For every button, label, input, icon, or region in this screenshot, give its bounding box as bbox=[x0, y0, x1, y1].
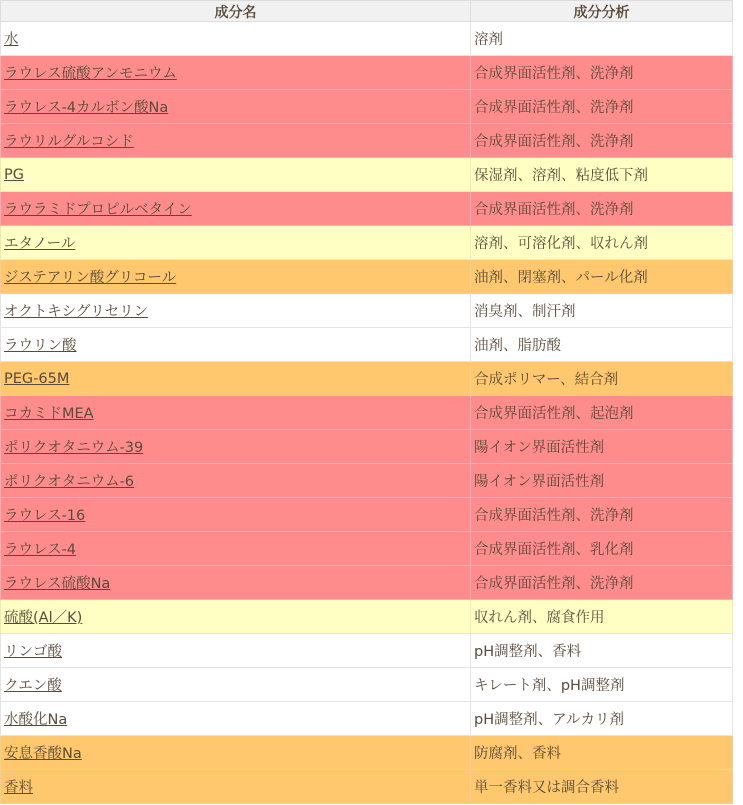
ingredient-link[interactable]: オクトキシグリセリン bbox=[4, 304, 149, 320]
ingredient-name-cell bbox=[1, 702, 471, 736]
ingredient-name-cell bbox=[1, 770, 471, 804]
table-row bbox=[1, 260, 733, 294]
ingredient-name-cell bbox=[1, 90, 471, 124]
ingredient-link[interactable]: 水 bbox=[4, 32, 19, 48]
table-row bbox=[1, 600, 733, 634]
ingredient-name-cell bbox=[1, 56, 471, 90]
ingredient-analysis-cell: 合成ポリマー、結合剤 bbox=[471, 362, 733, 396]
table-row bbox=[1, 498, 733, 532]
table-row bbox=[1, 22, 733, 56]
table-row bbox=[1, 56, 733, 90]
ingredient-link[interactable]: クエン酸 bbox=[4, 678, 62, 694]
ingredient-name-cell bbox=[1, 22, 471, 56]
ingredient-name-cell bbox=[1, 566, 471, 600]
ingredient-analysis-cell: 陽イオン界面活性剤 bbox=[471, 464, 733, 498]
ingredient-name-cell bbox=[1, 668, 471, 702]
ingredient-analysis-cell: 合成界面活性剤、洗浄剤 bbox=[471, 124, 733, 158]
ingredient-analysis-cell: pH調整剤、アルカリ剤 bbox=[471, 702, 733, 736]
ingredient-link[interactable]: エタノール bbox=[4, 236, 76, 252]
ingredient-link[interactable]: コカミドMEA bbox=[4, 406, 94, 422]
ingredient-analysis-cell: 合成界面活性剤、洗浄剤 bbox=[471, 192, 733, 226]
ingredient-link[interactable]: 香料 bbox=[4, 780, 33, 796]
table-row bbox=[1, 158, 733, 192]
ingredient-name-cell bbox=[1, 158, 471, 192]
ingredient-link[interactable]: ジステアリン酸グリコール bbox=[4, 270, 177, 286]
ingredient-analysis-cell: 合成界面活性剤、乳化剤 bbox=[471, 532, 733, 566]
ingredient-link[interactable]: リンゴ酸 bbox=[4, 644, 62, 660]
ingredient-analysis-cell: 合成界面活性剤、洗浄剤 bbox=[471, 498, 733, 532]
ingredient-name-cell bbox=[1, 532, 471, 566]
ingredient-analysis-cell: 合成界面活性剤、洗浄剤 bbox=[471, 56, 733, 90]
table-row bbox=[1, 566, 733, 600]
ingredient-name-cell bbox=[1, 498, 471, 532]
ingredient-link[interactable]: 水酸化Na bbox=[4, 712, 68, 728]
table-row bbox=[1, 464, 733, 498]
table-row bbox=[1, 396, 733, 430]
table-row bbox=[1, 124, 733, 158]
ingredient-analysis-cell: pH調整剤、香料 bbox=[471, 634, 733, 668]
table-row bbox=[1, 702, 733, 736]
ingredient-analysis-cell: 溶剤 bbox=[471, 22, 733, 56]
table-row bbox=[1, 532, 733, 566]
ingredient-analysis-cell: 消臭剤、制汗剤 bbox=[471, 294, 733, 328]
ingredient-name-cell bbox=[1, 634, 471, 668]
ingredient-name-cell bbox=[1, 362, 471, 396]
ingredient-link[interactable]: ラウリルグルコシド bbox=[4, 134, 134, 150]
table-row bbox=[1, 668, 733, 702]
ingredient-link[interactable]: ラウラミドプロピルベタイン bbox=[4, 202, 192, 218]
ingredient-name-cell bbox=[1, 124, 471, 158]
column-header-name: 成分名 bbox=[1, 1, 471, 22]
ingredient-name-cell bbox=[1, 736, 471, 770]
ingredient-link[interactable]: 硫酸(Al／K) bbox=[4, 610, 83, 626]
ingredient-link[interactable]: ラウレス-16 bbox=[4, 508, 86, 524]
ingredient-name-cell bbox=[1, 464, 471, 498]
ingredient-analysis-cell: 合成界面活性剤、洗浄剤 bbox=[471, 90, 733, 124]
ingredient-name-cell bbox=[1, 294, 471, 328]
ingredient-analysis-cell: 収れん剤、腐食作用 bbox=[471, 600, 733, 634]
table-row bbox=[1, 328, 733, 362]
ingredient-analysis-cell: 合成界面活性剤、起泡剤 bbox=[471, 396, 733, 430]
ingredient-name-cell bbox=[1, 192, 471, 226]
ingredient-analysis-cell: キレート剤、pH調整剤 bbox=[471, 668, 733, 702]
ingredient-link[interactable]: PG bbox=[4, 166, 24, 183]
ingredient-analysis-cell: 油剤、閉塞剤、パール化剤 bbox=[471, 260, 733, 294]
ingredient-link[interactable]: ポリクオタニウム-39 bbox=[4, 440, 144, 456]
ingredient-link[interactable]: ラウレス硫酸アンモニウム bbox=[4, 66, 177, 82]
ingredient-analysis-cell: 保湿剤、溶剤、粘度低下剤 bbox=[471, 158, 733, 192]
table-row bbox=[1, 430, 733, 464]
ingredient-link[interactable]: ラウレス-4カルボン酸Na bbox=[4, 100, 169, 116]
ingredient-analysis-cell: 単一香料又は調合香料 bbox=[471, 770, 733, 804]
ingredient-name-cell bbox=[1, 396, 471, 430]
ingredient-link[interactable]: ポリクオタニウム-6 bbox=[4, 474, 135, 490]
ingredient-name-cell bbox=[1, 328, 471, 362]
ingredient-analysis-cell: 合成界面活性剤、洗浄剤 bbox=[471, 566, 733, 600]
column-header-analysis: 成分分析 bbox=[471, 1, 733, 22]
table-row bbox=[1, 770, 733, 804]
table-row bbox=[1, 634, 733, 668]
ingredient-name-cell bbox=[1, 260, 471, 294]
ingredient-link[interactable]: 安息香酸Na bbox=[4, 746, 82, 762]
ingredient-analysis-cell: 油剤、脂肪酸 bbox=[471, 328, 733, 362]
table-row bbox=[1, 294, 733, 328]
table-row bbox=[1, 362, 733, 396]
table-row bbox=[1, 226, 733, 260]
table-header bbox=[1, 1, 733, 22]
table-row bbox=[1, 192, 733, 226]
header-row bbox=[1, 1, 733, 22]
table-row bbox=[1, 90, 733, 124]
ingredient-analysis-cell: 溶剤、可溶化剤、収れん剤 bbox=[471, 226, 733, 260]
ingredient-link[interactable]: ラウレス-4 bbox=[4, 542, 77, 558]
table-row bbox=[1, 736, 733, 770]
ingredient-name-cell bbox=[1, 430, 471, 464]
ingredient-analysis-cell: 防腐剤、香料 bbox=[471, 736, 733, 770]
ingredient-analysis-cell: 陽イオン界面活性剤 bbox=[471, 430, 733, 464]
ingredient-link[interactable]: ラウリン酸 bbox=[4, 338, 77, 354]
ingredient-link[interactable]: PEG-65M bbox=[4, 370, 70, 387]
table-body bbox=[1, 22, 733, 804]
ingredient-name-cell bbox=[1, 600, 471, 634]
ingredient-link[interactable]: ラウレス硫酸Na bbox=[4, 576, 111, 592]
ingredient-name-cell bbox=[1, 226, 471, 260]
